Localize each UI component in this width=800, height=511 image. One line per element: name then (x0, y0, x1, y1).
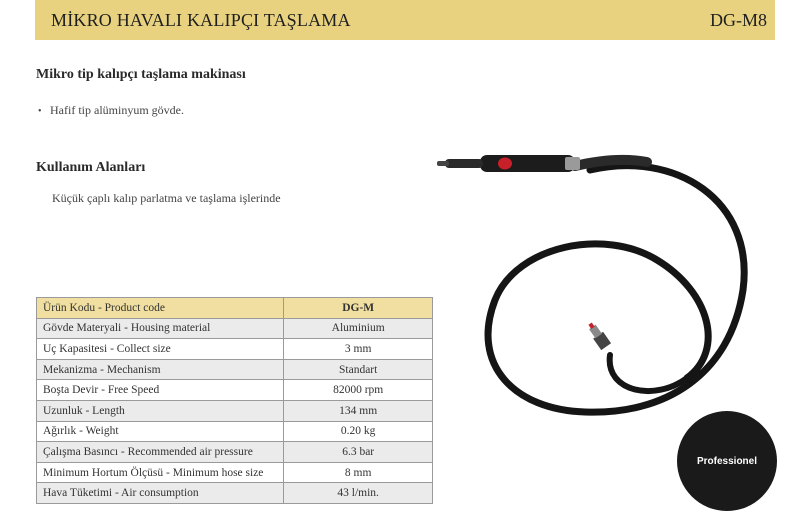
spec-label: Uç Kapasitesi - Collect size (37, 339, 284, 360)
spec-header-label: Ürün Kodu - Product code (37, 298, 284, 319)
spec-value: 43 l/min. (284, 483, 433, 504)
hose-inner-loop (610, 355, 687, 391)
spec-label: Gövde Materyali - Housing material (37, 318, 284, 339)
table-row (37, 339, 433, 360)
grinder-logo-icon (498, 158, 512, 170)
table-row (37, 359, 433, 380)
spec-label: Minimum Hortum Ölçüsü - Minimum hose size (37, 462, 284, 483)
spec-label: Uzunluk - Length (37, 400, 284, 421)
spec-value: 82000 rpm (284, 380, 433, 401)
table-row (37, 442, 433, 463)
hose-sleeve (575, 160, 647, 166)
die-grinder-image (425, 140, 775, 430)
spec-label: Hava Tüketimi - Air consumption (37, 483, 284, 504)
hose-fitting (585, 320, 611, 350)
title-banner (35, 0, 775, 40)
table-row (37, 421, 433, 442)
model-code: DG-M8 (710, 10, 767, 30)
usage-text: Küçük çaplı kalıp parlatma ve taşlama işlerinde (52, 191, 281, 205)
spec-value: 8 mm (284, 462, 433, 483)
spec-value: Aluminium (284, 318, 433, 339)
table-row (37, 318, 433, 339)
page-title: MİKRO HAVALI KALIPÇI TAŞLAMA (51, 10, 351, 30)
professional-badge: Professionel (677, 411, 777, 511)
feature-list-item (38, 103, 184, 118)
product-subtitle: Mikro tip kalıpçı taşlama makinası (36, 67, 246, 82)
spec-label: Çalışma Basıncı - Recommended air pressure (37, 442, 284, 463)
spec-label: Mekanizma - Mechanism (37, 359, 284, 380)
spec-table (36, 297, 433, 504)
spec-value: 3 mm (284, 339, 433, 360)
grinder-body (480, 155, 575, 172)
bullet-icon: • (38, 106, 42, 117)
spec-value: 0.20 kg (284, 421, 433, 442)
spec-header-value: DG-M (284, 298, 433, 319)
spec-value: 6.3 bar (284, 442, 433, 463)
table-row (37, 483, 433, 504)
spec-header-row (37, 298, 433, 319)
feature-text: Hafif tip alüminyum gövde. (50, 103, 184, 117)
spec-label: Ağırlık - Weight (37, 421, 284, 442)
spec-value: 134 mm (284, 400, 433, 421)
table-row (37, 380, 433, 401)
spec-value: Standart (284, 359, 433, 380)
usage-heading: Kullanım Alanları (36, 160, 146, 175)
table-row (37, 462, 433, 483)
table-row (37, 400, 433, 421)
spec-label: Boşta Devir - Free Speed (37, 380, 284, 401)
